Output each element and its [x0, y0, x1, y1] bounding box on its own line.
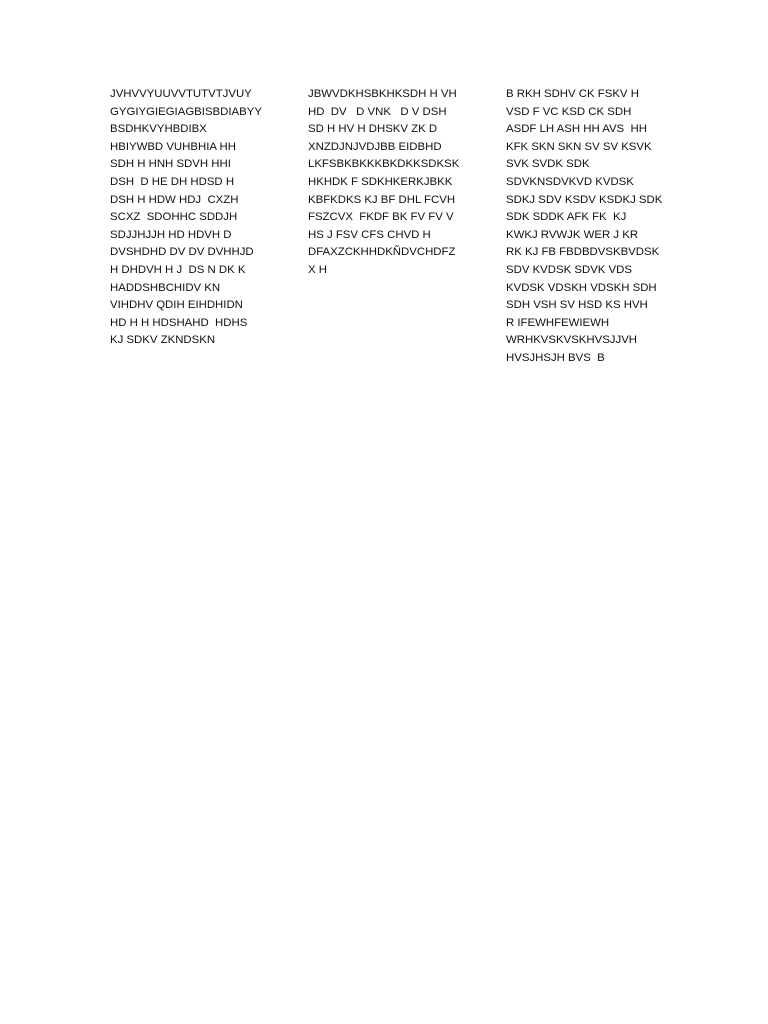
text-line: FSZCVX FKDF BK FV FV V: [308, 211, 454, 224]
text-line: HS J FSV CFS CHVD H: [308, 228, 431, 241]
text-line: JVHVVYUUVVTUTVTJVUY: [110, 88, 252, 100]
text-line: SDK SDDK AFK FK KJ: [506, 211, 627, 224]
text-line: SDV KVDSK SDVK VDS: [506, 263, 632, 276]
text-line: DSH H HDW HDJ CXZH: [110, 193, 239, 206]
text-line: KWKJ RVWJK WER J KR: [506, 228, 639, 241]
text-line: KVDSK VDSKH VDSKH SDH: [506, 281, 657, 294]
text-line: KBFKDKS KJ BF DHL FCVH: [308, 193, 456, 206]
text-line: BSDHKVYHBDIBX: [110, 123, 207, 136]
text-line: H DHDVH H J DS N DK K: [110, 263, 246, 276]
text-line: HBIYWBD VUHBHIA HH: [110, 140, 236, 153]
text-line: HVSJHSJH BVS B: [506, 351, 605, 364]
text-line: LKFSBKBKKKBKDKKSDKSK: [308, 158, 460, 171]
text-line: SDH VSH SV HSD KS HVH: [506, 299, 648, 312]
text-line: SCXZ SDOHHC SDDJH: [110, 211, 238, 224]
text-line: GYGIYGIEGIAGBISBDIABYY: [110, 105, 262, 118]
text-line: VIHDHV QDIH EIHDHIDN: [110, 299, 243, 312]
text-line: B RKH SDHV CK FSKV H: [506, 88, 639, 100]
text-line: DSH D HE DH HDSD H: [110, 175, 235, 188]
text-line: HD H H HDSHAHD HDHS: [110, 316, 248, 329]
text-column-2: [308, 86, 493, 280]
text-line: SDJJHJJH HD HDVH D: [110, 228, 232, 241]
text-line: DVSHDHD DV DV DVHHJD: [110, 246, 254, 259]
text-line: ASDF LH ASH HH AVS HH: [506, 123, 647, 136]
text-line: RK KJ FB FBDBDVSKBVDSK: [506, 246, 660, 259]
text-line: KJ SDKV ZKNDSKN: [110, 334, 216, 347]
text-line: SDVKNSDVKVD KVDSK: [506, 175, 634, 188]
text-line: HD DV D VNK D V DSH: [308, 105, 447, 118]
text-line: HADDSHBCHIDV KN: [110, 281, 221, 294]
text-line: JBWVDKHSBKHKSDH H VH: [308, 88, 457, 100]
text-column-1: [110, 86, 295, 350]
text-line: VSD F VC KSD CK SDH: [506, 105, 632, 118]
text-line: R IFEWHFEWIEWH: [506, 316, 610, 329]
text-line: XNZDJNJVDJBB EIDBHD: [308, 140, 442, 153]
text-line: SDH H HNH SDVH HHI: [110, 158, 231, 171]
text-line: SD H HV H DHSKV ZK D: [308, 123, 438, 136]
text-line: SVK SVDK SDK: [506, 158, 590, 171]
text-line: HKHDK F SDKHKERKJBKK: [308, 175, 453, 188]
text-line: KFK SKN SKN SV SV KSVK: [506, 140, 652, 153]
text-line: X H: [308, 263, 327, 276]
text-line: WRHKVSKVSKHVSJJVH: [506, 334, 638, 347]
text-line: DFAXZCKHHDKÑDVCHDFZ: [308, 246, 456, 259]
text-column-3: [506, 86, 691, 368]
text-line: SDKJ SDV KSDV KSDKJ SDK: [506, 193, 663, 206]
